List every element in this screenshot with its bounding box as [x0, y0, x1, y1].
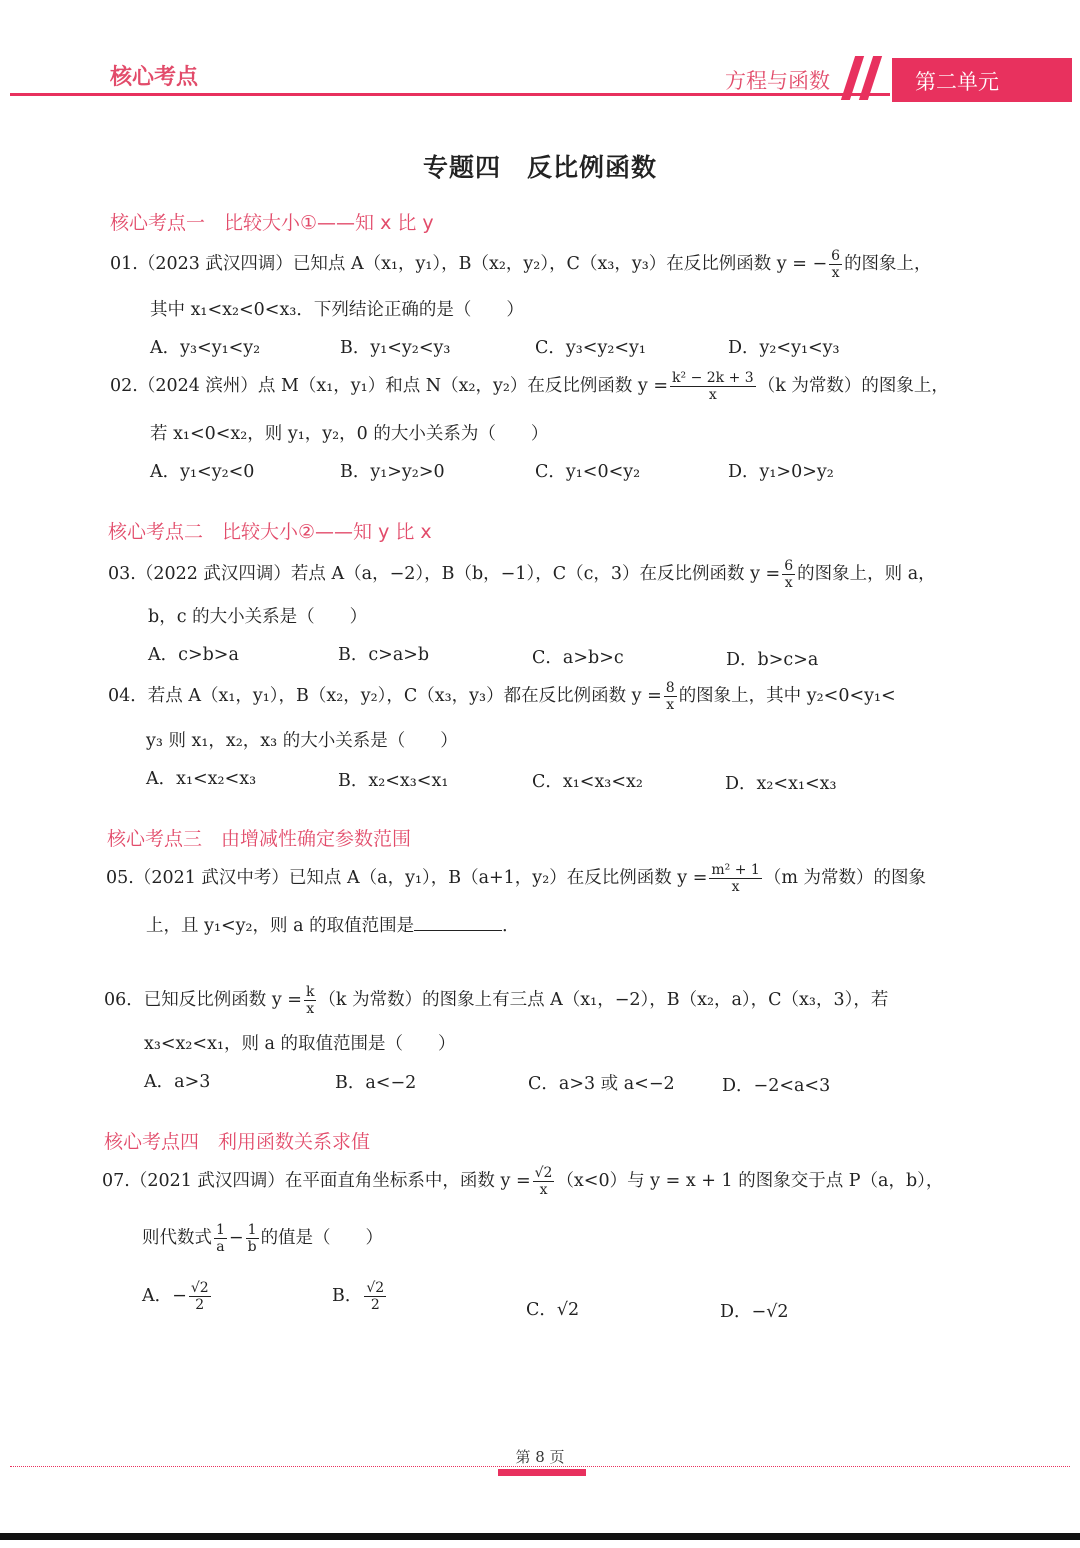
question-07-option-d: D．−√2: [720, 1302, 789, 1322]
fraction-denominator: b: [247, 1239, 257, 1256]
question-text: 03.（2022 武汉四调）若点 A（a，−2），B（b，−1），C（c，3）在反比例函数 y =: [108, 564, 781, 585]
option-label: A．−: [142, 1286, 187, 1307]
option-label: B．: [332, 1286, 363, 1307]
question-06-option-a: A．a>3: [144, 1072, 211, 1092]
question-01-option-c: C．y₃<y₂<y₁: [535, 338, 646, 358]
question-text: 的值是（ ）: [260, 1228, 384, 1249]
question-text: 07.（2021 武汉四调）在平面直角坐标系中，函数 y =: [102, 1171, 531, 1192]
fraction: [364, 1280, 386, 1313]
fraction-numerator: √2: [366, 1280, 385, 1296]
section-heading-2: 核心考点二 比较大小②——知 y 比 x: [108, 521, 432, 543]
fraction-numerator: k² − 2k + 3: [672, 370, 754, 386]
question-01-line1: [110, 248, 932, 281]
fraction: [533, 1165, 555, 1198]
question-03-line1: [108, 558, 936, 591]
question-04-line2: y₃ 则 x₁，x₂，x₃ 的大小关系是（ ）: [146, 731, 458, 751]
question-02-option-c: C．y₁<0<y₂: [535, 462, 641, 482]
fraction-denominator: 2: [370, 1297, 380, 1314]
question-text: 的图象上，: [844, 254, 932, 275]
fraction: [189, 1280, 211, 1313]
question-03-line2: b，c 的大小关系是（ ）: [148, 607, 368, 627]
fraction: [664, 680, 677, 713]
question-01-line2: 其中 x₁<x₂<0<x₃．下列结论正确的是（ ）: [150, 300, 524, 320]
fraction-denominator: x: [831, 265, 840, 282]
question-04-line1: [108, 680, 896, 713]
fraction-numerator: 6: [831, 248, 841, 264]
header-chapter: 方程与函数: [725, 69, 830, 93]
question-05-line2: [146, 916, 520, 937]
section-heading-1: 核心考点一 比较大小①——知 x 比 y: [110, 212, 434, 234]
question-text: 01.（2023 武汉四调）已知点 A（x₁，y₁），B（x₂，y₂），C（x₃，y₃）在反比例函数 y = −: [110, 254, 828, 275]
question-03-option-c: C．a>b>c: [532, 648, 624, 668]
fraction: [709, 862, 761, 895]
footer-dotted-line: [10, 1466, 1070, 1467]
fraction-numerator: 1: [216, 1222, 225, 1238]
fraction: [829, 248, 842, 281]
question-text: 的图象上，则 a，: [797, 564, 936, 585]
question-03-option-d: D．b>c>a: [726, 650, 819, 670]
question-text: 05.（2021 武汉中考）已知点 A（a，y₁），B（a+1，y₂）在反比例函数 y =: [106, 868, 708, 889]
fraction-numerator: √2: [190, 1280, 209, 1296]
question-text: （m 为常数）的图象: [763, 868, 926, 889]
question-02-line2: 若 x₁<0<x₂，则 y₁，y₂，0 的大小关系为（ ）: [150, 424, 549, 444]
question-text: （x<0）与 y = x + 1 的图象交于点 P（a，b），: [556, 1171, 944, 1192]
question-text: （k 为常数）的图象上，: [757, 376, 949, 397]
question-01-option-a: A．y₃<y₁<y₂: [150, 338, 261, 358]
question-06-line2: x₃<x₂<x₁，则 a 的取值范围是（ ）: [144, 1034, 456, 1054]
question-03-option-a: A．c>b>a: [148, 645, 239, 665]
fraction: [246, 1222, 259, 1255]
section-heading-3: 核心考点三 由增减性确定参数范围: [107, 828, 412, 850]
question-07-option-c: C．√2: [526, 1300, 580, 1320]
fraction-denominator: 2: [195, 1297, 205, 1314]
fraction: [214, 1222, 227, 1255]
question-07-option-a: [142, 1280, 213, 1313]
section-heading-4: 核心考点四 利用函数关系求值: [104, 1131, 371, 1153]
question-text: 则代数式: [142, 1228, 212, 1249]
page-number: 第 8 页: [515, 1448, 565, 1466]
question-03-option-b: B．c>a>b: [338, 645, 430, 665]
scan-edge: [0, 1533, 1080, 1540]
question-01-option-b: B．y₁<y₂<y₃: [340, 338, 451, 358]
fraction-denominator: x: [731, 879, 740, 896]
header-divider: [10, 93, 890, 96]
question-06-option-d: D．−2<a<3: [722, 1076, 831, 1096]
fraction-numerator: k: [305, 984, 315, 1000]
question-02-option-a: A．y₁<y₂<0: [150, 462, 255, 482]
question-04-option-b: B．x₂<x₃<x₁: [338, 771, 449, 791]
question-07-option-b: [332, 1280, 388, 1313]
question-02-line1: [110, 370, 949, 403]
question-text: 06．已知反比例函数 y =: [104, 990, 302, 1011]
fraction-numerator: 8: [665, 680, 675, 696]
question-text: 的图象上，其中 y₂<0<y₁<: [678, 686, 896, 707]
header-unit-label: 第二单元: [915, 70, 999, 94]
question-02-option-b: B．y₁>y₂>0: [340, 462, 445, 482]
fraction: [670, 370, 756, 403]
fraction-numerator: m² + 1: [711, 862, 760, 878]
fraction: [304, 984, 316, 1017]
header-left-title: 核心考点: [110, 65, 199, 90]
fraction-numerator: 1: [246, 1222, 259, 1239]
question-02-option-d: D．y₁>0>y₂: [728, 462, 834, 482]
question-06-line1: [104, 984, 888, 1017]
answer-blank[interactable]: [414, 916, 502, 931]
question-07-line1: [102, 1165, 943, 1198]
question-text: 04．若点 A（x₁，y₁），B（x₂，y₂），C（x₃，y₃）都在反比例函数 y =: [108, 686, 662, 707]
question-text: ．: [502, 916, 520, 936]
fraction-denominator: x: [539, 1182, 548, 1199]
fraction-denominator: x: [306, 1001, 315, 1018]
fraction-denominator: x: [666, 697, 675, 714]
question-text: 02.（2024 滨州）点 M（x₁，y₁）和点 N（x₂，y₂）在反比例函数 y =: [110, 376, 669, 397]
question-04-option-a: A．x₁<x₂<x₃: [146, 769, 257, 789]
question-text: （k 为常数）的图象上有三点 A（x₁，−2），B（x₂，a），C（x₃，3），若: [318, 990, 889, 1011]
fraction: [782, 558, 795, 591]
fraction-denominator: x: [708, 387, 717, 404]
fraction-denominator: a: [216, 1239, 225, 1256]
question-04-option-c: C．x₁<x₃<x₂: [532, 772, 643, 792]
question-06-option-c: C．a>3 或 a<−2: [528, 1074, 675, 1094]
question-07-line2: [142, 1222, 383, 1255]
question-04-option-d: D．x₂<x₁<x₃: [725, 774, 837, 794]
question-05-line1: [106, 862, 926, 895]
question-01-option-d: D．y₂<y₁<y₃: [728, 338, 840, 358]
fraction-denominator: x: [784, 575, 793, 592]
question-06-option-b: B．a<−2: [335, 1073, 417, 1093]
page-title: 专题四 反比例函数: [422, 153, 657, 182]
fraction-numerator: √2: [534, 1165, 553, 1181]
fraction-numerator: 6: [784, 558, 794, 574]
minus-sign: −: [228, 1228, 244, 1249]
question-text: 上，且 y₁<y₂，则 a 的取值范围是: [146, 916, 415, 936]
footer-accent-bar: [498, 1469, 586, 1476]
